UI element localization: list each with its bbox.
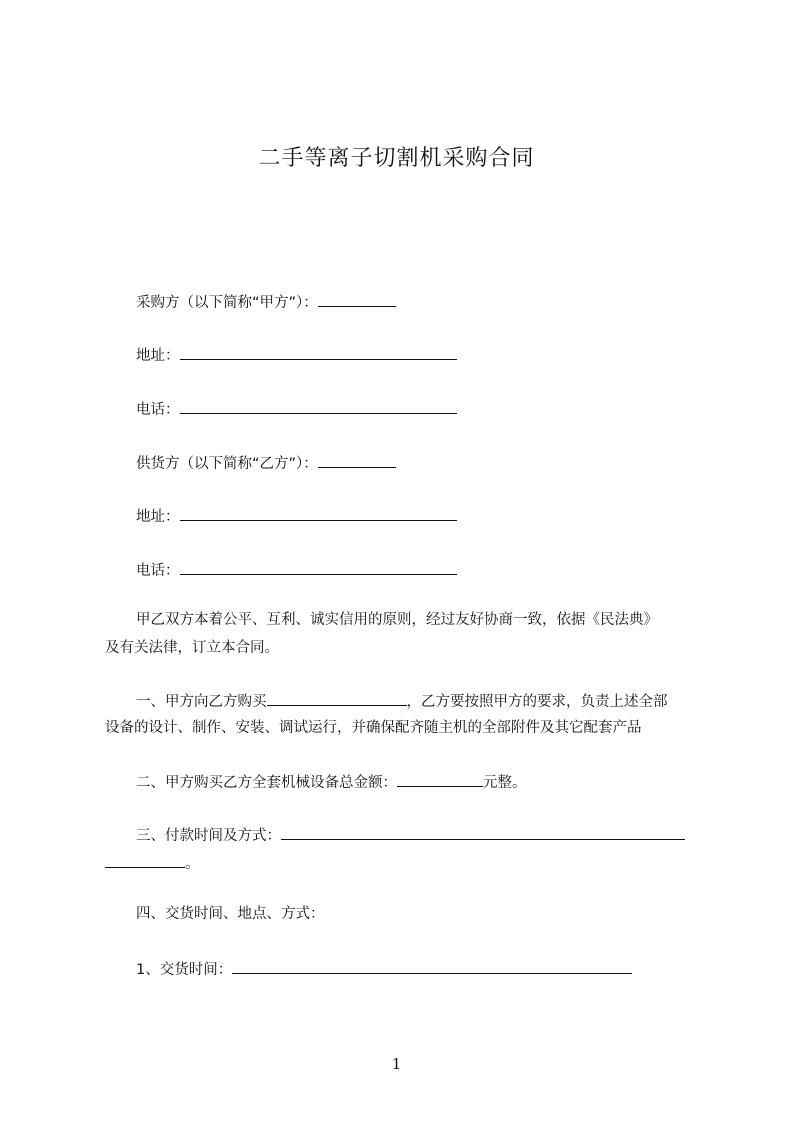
preamble-line-2: 及有关法律，订立本合同。 [105,640,279,656]
buyer-address-line [136,344,457,366]
buyer-phone-label: 电话： [136,402,180,418]
clause-3-terms-field[interactable] [281,824,685,840]
supplier-address-label: 地址： [136,509,180,525]
page-number: 1 [391,1055,402,1073]
clause-1-line-1 [136,690,668,712]
preamble-line-1: 甲乙双方本着公平、互利、诚实信用的原则，经过友好协商一致，依据《民法典》 [136,612,658,628]
clause-3-line-1 [136,824,685,846]
clause-1-prefix: 一、甲方向乙方购买 [136,694,267,710]
clause-1-suffix: ，乙方要按照甲方的要求，负责上述全部 [406,694,668,710]
document-title: 二手等离子切割机采购合同 [258,146,535,171]
clause-3-end: 。 [185,856,200,872]
clause-2-prefix: 二、甲方购买乙方全套机械设备总金额： [136,775,397,791]
buyer-phone-line [136,398,457,420]
clause-2-amount-field[interactable] [397,771,483,787]
clause-3-prefix: 三、付款时间及方式： [136,828,281,844]
clause-1-item-field[interactable] [267,690,407,706]
supplier-phone-label: 电话： [136,563,180,579]
supplier-address-line [136,505,457,527]
supplier-phone-line [136,559,457,581]
clause-2-suffix: 元整。 [483,775,527,791]
clause-3-line-2 [105,852,200,874]
supplier-address-field[interactable] [180,505,457,521]
supplier-phone-field[interactable] [180,559,457,575]
clause-4-item-1-label: 1、交货时间： [136,962,233,978]
buyer-address-label: 地址： [136,348,180,364]
clause-4-item-1-line [136,958,632,980]
buyer-address-field[interactable] [180,344,457,360]
clause-2-line [136,771,527,793]
buyer-name-field[interactable] [318,291,396,307]
buyer-phone-field[interactable] [180,398,457,414]
supplier-line [136,452,396,474]
supplier-label: 供货方（以下简称“乙方”）： [136,456,318,472]
clause-3-terms-field-continued[interactable] [105,852,185,868]
clause-1-line-2: 设备的设计、制作、安装、调试运行，并确保配齐随主机的全部附件及其它配套产品 [105,720,642,736]
buyer-label: 采购方（以下简称“甲方”）： [136,295,318,311]
clause-4-heading: 四、交货时间、地点、方式： [136,906,325,922]
buyer-line [136,291,396,313]
supplier-name-field[interactable] [318,452,396,468]
delivery-time-field[interactable] [232,958,632,974]
